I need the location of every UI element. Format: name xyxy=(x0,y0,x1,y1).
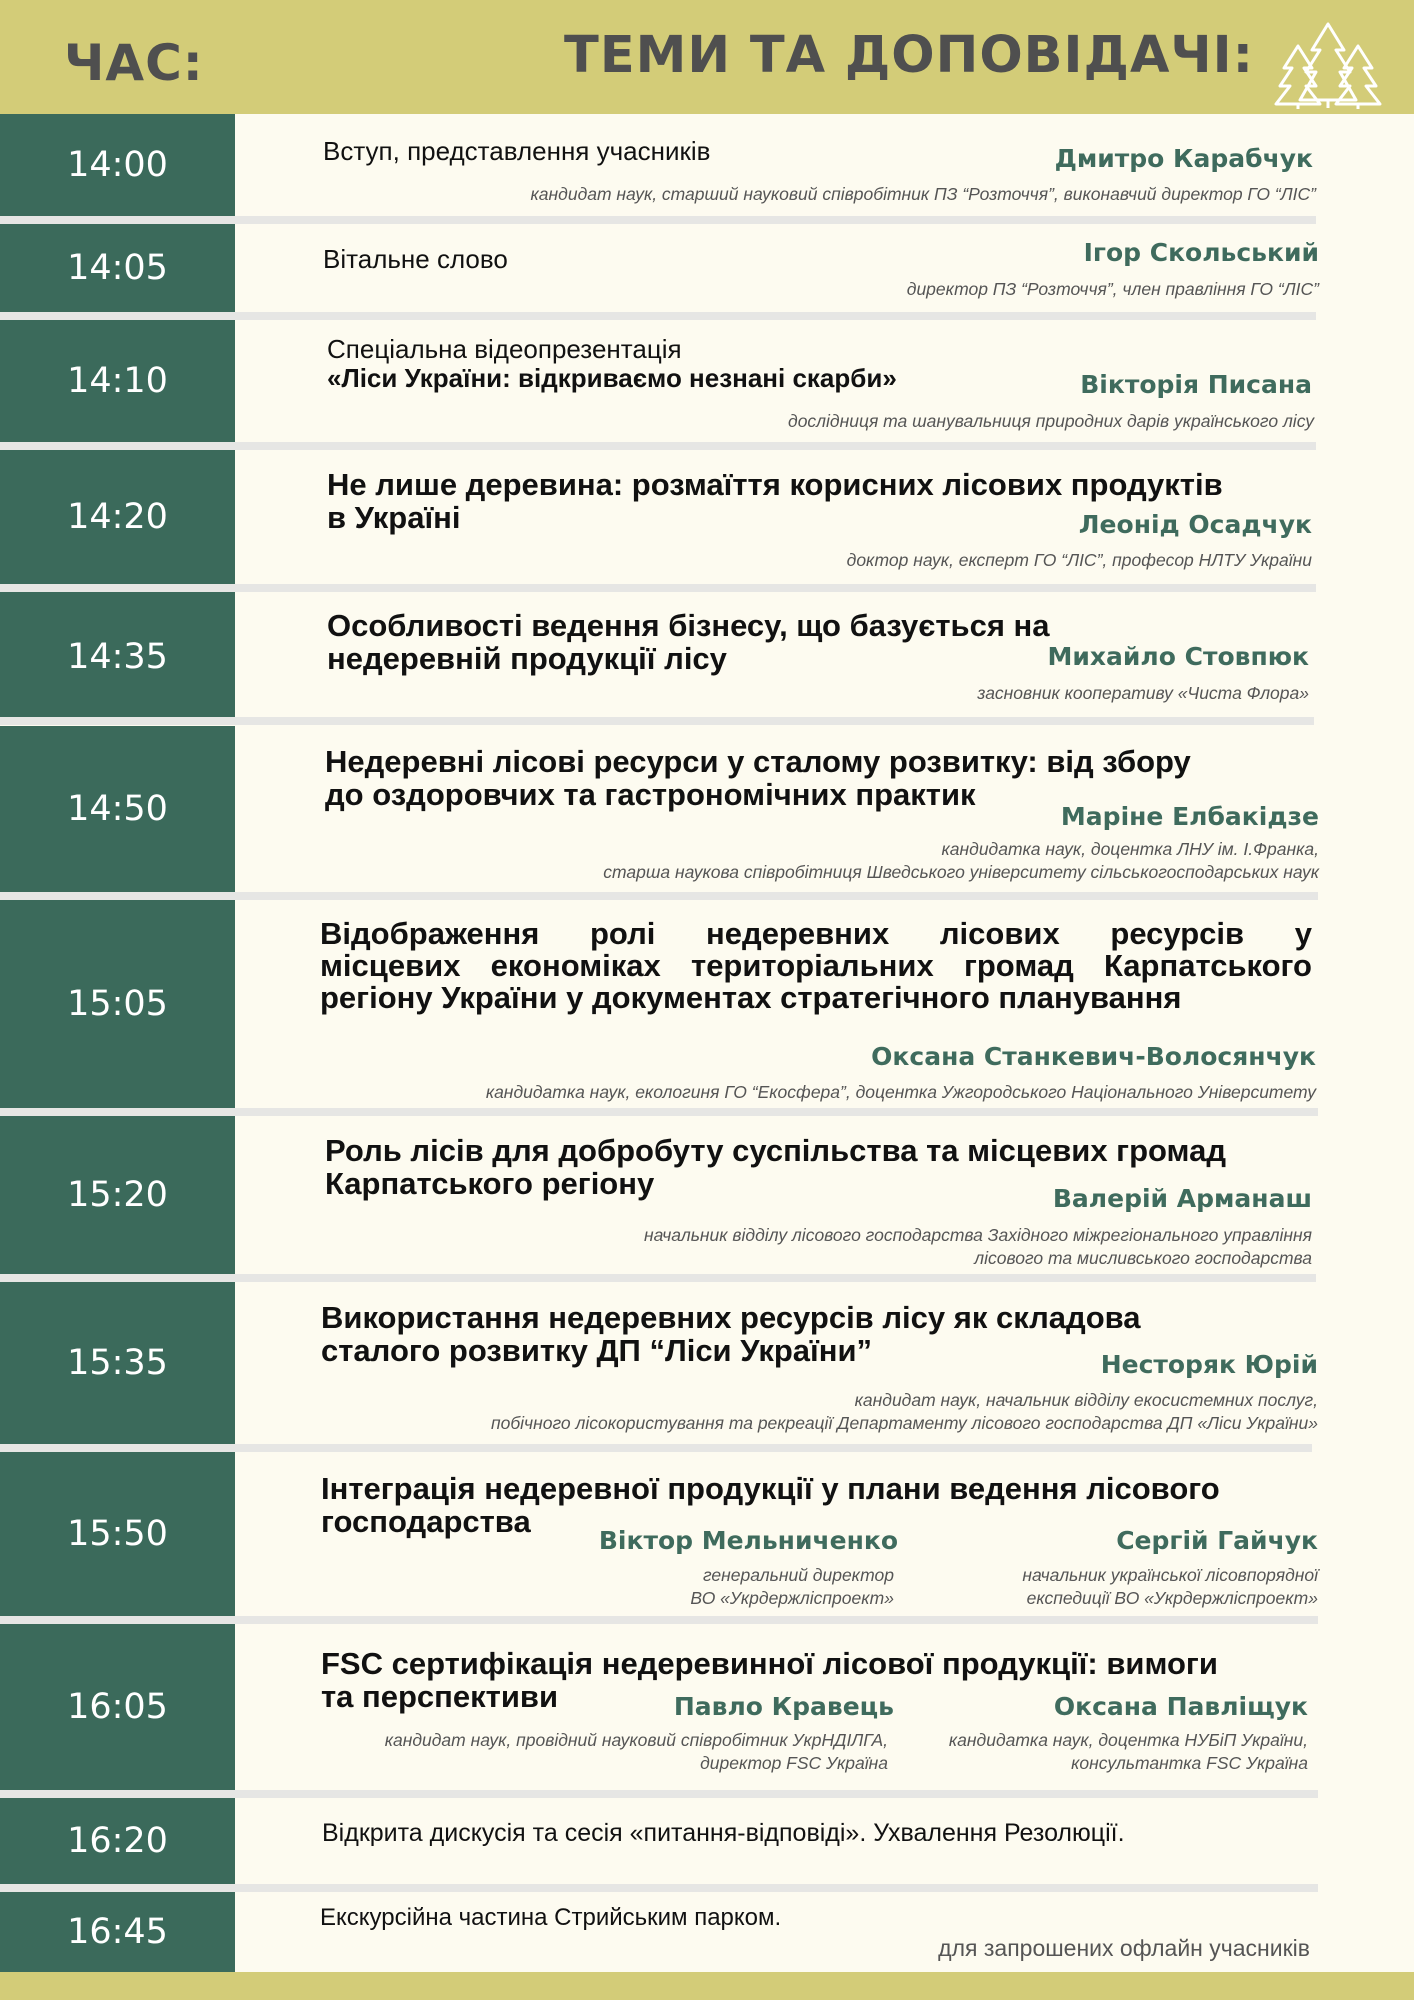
time-slot: 15:50 xyxy=(0,1452,235,1616)
session-title-line: регіону України у документах стратегічного планування xyxy=(320,980,1182,1015)
speaker-name: Дмитро Карабчук xyxy=(1054,144,1313,173)
time-slot: 15:05 xyxy=(0,900,235,1108)
speaker-description-line: кандидат наук, начальник відділу екосистемних послуг, xyxy=(854,1390,1318,1410)
session-title-line: та перспективи xyxy=(321,1679,559,1714)
speaker-description-line: експедиції ВО «Укрдержліспроект» xyxy=(1026,1588,1318,1608)
row-divider xyxy=(0,442,1316,450)
speaker-name: Віктор Мельниченко xyxy=(598,1526,898,1555)
session-title-line: Особливості ведення бізнесу, що базується на xyxy=(327,608,1050,643)
session-subtitle: «Ліси України: відкриваємо незнані скарби» xyxy=(327,363,897,393)
speaker-description xyxy=(644,1224,1312,1270)
speaker-description-line: побічного лісокористування та рекреації Департаменту лісового господарства ДП «Ліси України» xyxy=(490,1413,1318,1433)
session-title-line: в Україні xyxy=(327,500,461,535)
speaker-description-line: старша наукова співробітниця Шведського університету сільськогосподарських наук xyxy=(603,862,1319,882)
session-title: Відкрита дискусія та сесія «питання-відповіді». Ухвалення Резолюції. xyxy=(322,1819,1125,1847)
speaker-name: Вікторія Писана xyxy=(1080,370,1312,399)
session-title-line: Інтеграція недеревної продукції у плани ведення лісового xyxy=(321,1471,1220,1506)
speaker-description-line: генеральний директор xyxy=(702,1565,894,1585)
session-title-line: місцевих економіках територіальних громад Карпатського xyxy=(320,948,1312,983)
pine-trees-icon xyxy=(1272,20,1384,110)
time-slot: 16:20 xyxy=(0,1798,235,1884)
speaker-name: Маріне Елбакідзе xyxy=(1060,802,1319,831)
speaker-name: Оксана Павліщук xyxy=(1053,1692,1308,1721)
speaker-description: директор ПЗ “Розточчя”, член правління ГО “ЛІС” xyxy=(906,279,1319,299)
time-slot: 15:35 xyxy=(0,1282,235,1444)
session-title: Вітальне слово xyxy=(323,244,508,274)
speaker-description: дослідниця та шанувальниця природних дарів українського лісу xyxy=(788,411,1314,431)
time-slot: 16:45 xyxy=(0,1892,235,1972)
speaker-name: Сергій Гайчук xyxy=(1116,1526,1318,1555)
speaker-description: засновник кооперативу «Чиста Флора» xyxy=(977,683,1309,703)
row-divider xyxy=(0,584,1316,592)
session-title-line: господарства xyxy=(321,1504,531,1539)
session-title: Вступ, представлення учасників xyxy=(323,136,711,166)
speaker-description xyxy=(603,838,1319,884)
speaker-description: кандидат наук, старший науковий співробітник ПЗ “Розточчя”, виконавчий директор ГО “ЛІС” xyxy=(530,184,1316,204)
session-title xyxy=(327,609,1050,675)
session-title xyxy=(320,918,1312,1014)
row-divider xyxy=(0,312,1316,320)
session-title-line: Недеревні лісові ресурси у сталому розвитку: від збору xyxy=(325,744,1191,779)
time-column-title: ЧАС: xyxy=(64,34,204,92)
session-title: Екскурсійна частина Стрийським парком. xyxy=(320,1904,782,1931)
speaker-description-line: ВО «Укрдержліспроект» xyxy=(690,1588,894,1608)
speaker-description-line: консультантка FSC Україна xyxy=(1071,1753,1308,1773)
speaker-description-line: кандидатка наук, доцентка ЛНУ ім. І.Франка, xyxy=(941,839,1319,859)
row-divider xyxy=(0,892,1318,900)
speaker-description-line: начальник відділу лісового господарства Західного міжрегіонального управління xyxy=(644,1225,1312,1245)
session-title: Спеціальна відеопрезентація xyxy=(327,334,682,364)
time-slot: 14:05 xyxy=(0,224,235,312)
row-divider xyxy=(0,1616,1318,1624)
time-slot: 14:50 xyxy=(0,726,235,892)
speaker-name: Валерій Арманаш xyxy=(1052,1184,1312,1213)
speaker-name: Михайло Стовпюк xyxy=(1047,642,1309,671)
speaker-description-line: кандидат наук, провідний науковий співробітник УкрНДІЛГА, xyxy=(384,1730,888,1750)
session-title-line: Відображення ролі недеревних лісових ресурсів у xyxy=(320,916,1312,951)
session-title-line: до оздоровчих та гастрономічних практик xyxy=(325,777,976,812)
session-note: для запрошених офлайн учасників xyxy=(938,1935,1310,1961)
time-slot: 14:00 xyxy=(0,114,235,216)
speaker-description xyxy=(690,1564,894,1610)
session-title-line: Не лише деревина: розмаїття корисних лісових продуктів xyxy=(327,467,1223,502)
speaker-name: Ігор Скольський xyxy=(1083,238,1319,267)
speaker-description xyxy=(949,1729,1308,1775)
time-slot: 14:35 xyxy=(0,592,235,722)
speaker-description-line: директор FSC Україна xyxy=(700,1753,888,1773)
speaker-description-line: кандидатка наук, доцентка НУБіП України, xyxy=(948,1730,1308,1750)
row-divider xyxy=(0,216,1316,224)
row-divider xyxy=(0,1790,1318,1798)
session-title-line: сталого розвитку ДП “Ліси України” xyxy=(321,1333,873,1368)
row-divider xyxy=(0,1444,1312,1452)
speaker-description-line: лісового та мисливського господарства xyxy=(974,1248,1312,1268)
speaker-description xyxy=(385,1729,888,1775)
speaker-name: Павло Кравець xyxy=(673,1692,894,1721)
row-divider xyxy=(0,1108,1318,1116)
speaker-description xyxy=(491,1389,1318,1435)
row-divider xyxy=(0,1884,1318,1892)
session-title-line: Роль лісів для добробуту суспільства та місцевих громад xyxy=(325,1133,1226,1168)
session-title-line: Карпатського регіону xyxy=(325,1166,655,1201)
session-title-line: FSC сертифікація недеревинної лісової продукції: вимоги xyxy=(321,1646,1218,1681)
time-slot: 14:10 xyxy=(0,320,235,442)
session-title xyxy=(321,1301,1141,1367)
row-divider xyxy=(0,1274,1316,1282)
speaker-name: Несторяк Юрій xyxy=(1100,1350,1318,1379)
row-divider xyxy=(0,717,1314,725)
speaker-description: доктор наук, експерт ГО “ЛІС”, професор НЛТУ України xyxy=(846,550,1312,570)
session-title-line: Використання недеревних ресурсів лісу як складова xyxy=(321,1300,1141,1335)
speaker-name: Леонід Осадчук xyxy=(1078,510,1312,539)
speaker-name: Оксана Станкевич-Волосянчук xyxy=(871,1042,1316,1071)
speaker-description: кандидатка наук, екологиня ГО “Екосфера”, доцентка Ужгородського Національного Університету xyxy=(485,1082,1316,1102)
time-slot: 14:20 xyxy=(0,450,235,584)
session-title-line: недеревній продукції лісу xyxy=(327,641,727,676)
topics-column-title: ТЕМИ ТА ДОПОВІДАЧІ: xyxy=(564,26,1254,85)
speaker-description xyxy=(1022,1564,1318,1610)
header-band xyxy=(0,0,1414,114)
speaker-description-line: начальник української лісовпорядної xyxy=(1022,1565,1318,1585)
time-slot: 16:05 xyxy=(0,1624,235,1790)
time-slot: 15:20 xyxy=(0,1116,235,1274)
footer-band xyxy=(0,1972,1414,2000)
